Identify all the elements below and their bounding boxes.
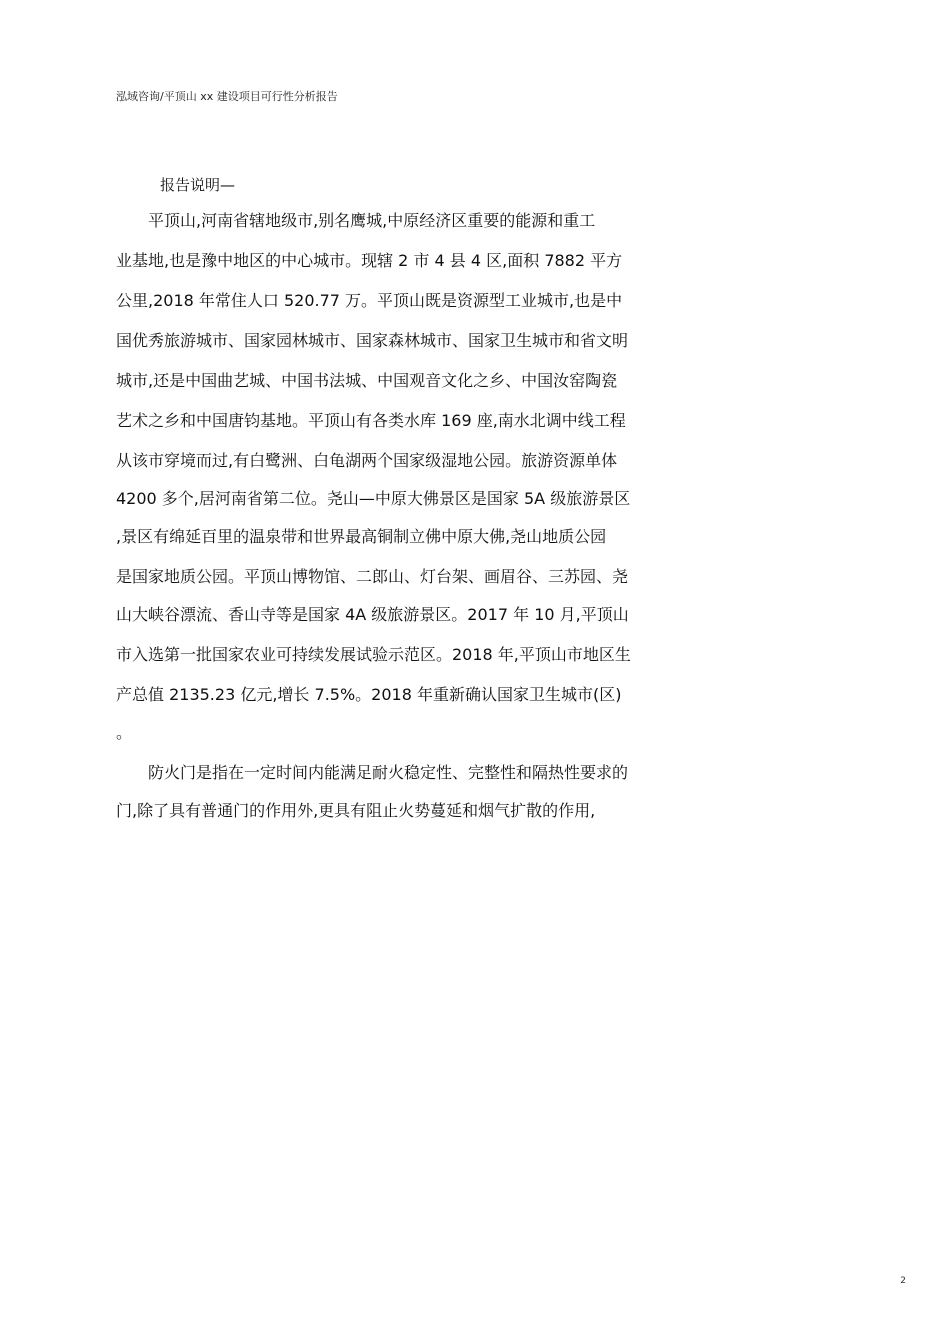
body-line: 是国家地质公园。平顶山博物馆、二郎山、灯台架、画眉谷、三苏园、尧 [116,567,629,586]
body-line: 产总值 2135.23 亿元,增长 7.5%。2018 年重新确认国家卫生城市(区) [116,685,622,704]
body-line: 城市,还是中国曲艺城、中国书法城、中国观音文化之乡、中国汝窑陶瓷 [116,371,618,390]
body-line: 国优秀旅游城市、国家园林城市、国家森林城市、国家卫生城市和省文明 [116,331,629,350]
body-line: 从该市穿境而过,有白鹭洲、白龟湖两个国家级湿地公园。旅游资源单体 [116,451,618,470]
body-line: 。 [116,723,133,742]
body-line: 市入选第一批国家农业可持续发展试验示范区。2018 年,平顶山市地区生 [116,645,631,664]
body-line: ,景区有绵延百里的温泉带和世界最高铜制立佛中原大佛,尧山地质公园 [116,527,607,546]
page-header: 泓域咨询/平顶山 xx 建设项目可行性分析报告 [116,90,338,103]
body-line: 艺术之乡和中国唐钧基地。平顶山有各类水库 169 座,南水北调中线工程 [116,411,626,430]
body-line: 防火门是指在一定时间内能满足耐火稳定性、完整性和隔热性要求的 [148,763,629,782]
body-line: 山大峡谷漂流、香山寺等是国家 4A 级旅游景区。2017 年 10 月,平顶山 [116,605,629,624]
body-line: 业基地,也是豫中地区的中心城市。现辖 2 市 4 县 4 区,面积 7882 平方 [116,251,623,270]
page-number: 2 [900,1276,906,1286]
body-line: 门,除了具有普通门的作用外,更具有阻止火势蔓延和烟气扩散的作用, [116,801,596,820]
body-line: 4200 多个,居河南省第二位。尧山—中原大佛景区是国家 5A 级旅游景区 [116,489,631,508]
section-title: 报告说明— [160,176,236,194]
body-line: 公里,2018 年常住人口 520.77 万。平顶山既是资源型工业城市,也是中 [116,291,623,310]
body-line: 平顶山,河南省辖地级市,别名鹰城,中原经济区重要的能源和重工 [148,211,596,230]
